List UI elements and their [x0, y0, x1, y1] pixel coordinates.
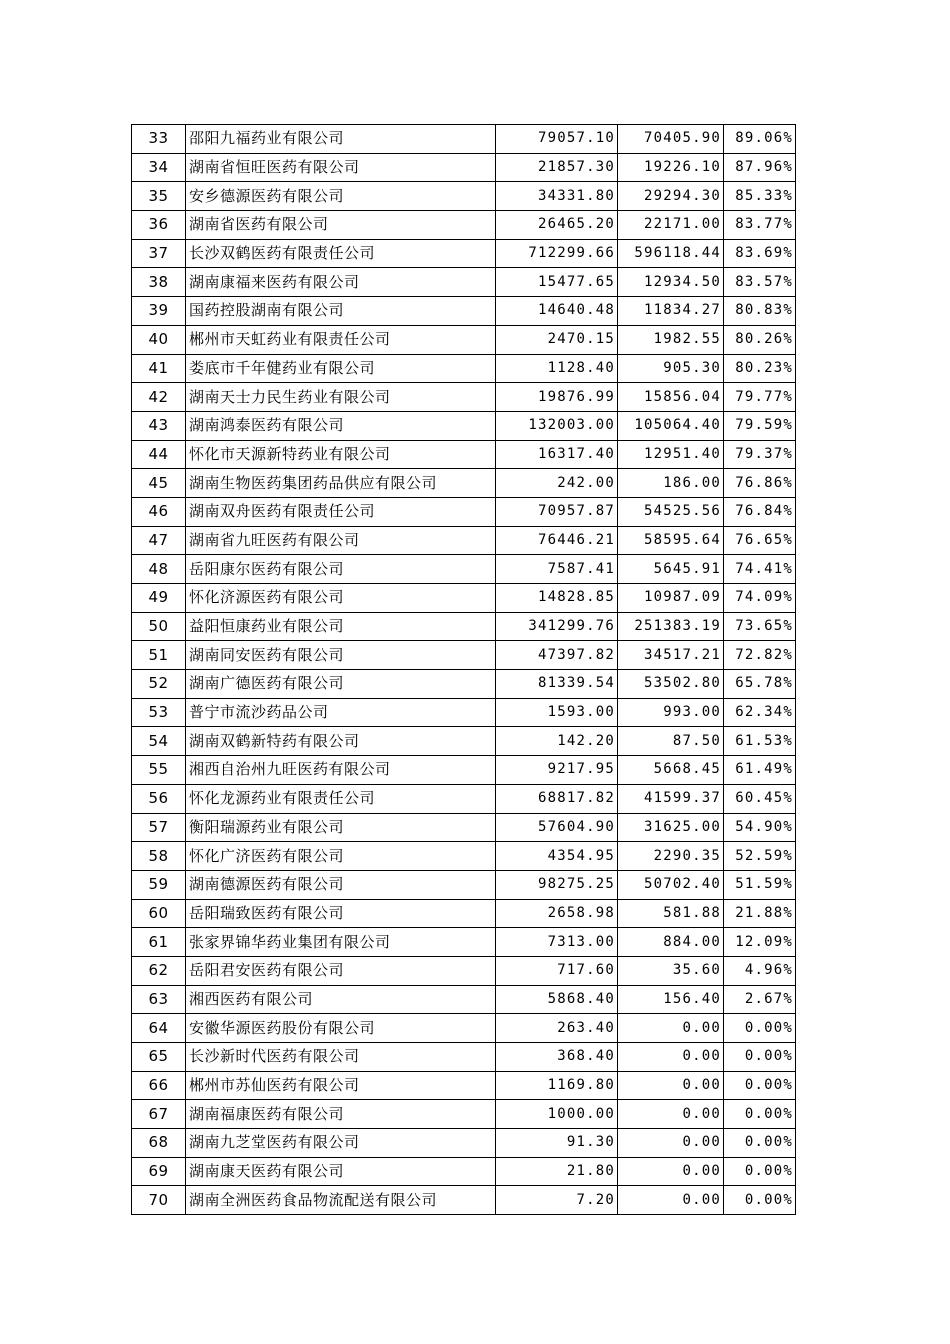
table-row — [132, 584, 796, 613]
company-name-cell: 湖南省医药有限公司 — [186, 211, 496, 240]
company-name-cell: 湖南福康医药有限公司 — [186, 1100, 496, 1129]
row-number-cell: 56 — [132, 784, 186, 813]
value-b-cell: 581.88 — [618, 899, 724, 928]
percentage-cell: 61.49% — [724, 756, 796, 785]
value-b-cell: 186.00 — [618, 469, 724, 498]
value-a-cell: 1593.00 — [496, 698, 618, 727]
value-b-cell: 41599.37 — [618, 784, 724, 813]
row-number-cell: 52 — [132, 670, 186, 699]
value-a-cell: 5868.40 — [496, 985, 618, 1014]
row-number-cell: 61 — [132, 928, 186, 957]
value-a-cell: 242.00 — [496, 469, 618, 498]
value-b-cell: 11834.27 — [618, 297, 724, 326]
company-name-cell: 湖南九芝堂医药有限公司 — [186, 1129, 496, 1158]
value-b-cell: 53502.80 — [618, 670, 724, 699]
percentage-cell: 83.77% — [724, 211, 796, 240]
row-number-cell: 44 — [132, 440, 186, 469]
company-name-cell: 怀化济源医药有限公司 — [186, 584, 496, 613]
row-number-cell: 41 — [132, 354, 186, 383]
value-a-cell: 16317.40 — [496, 440, 618, 469]
row-number-cell: 42 — [132, 383, 186, 412]
percentage-cell: 83.57% — [724, 268, 796, 297]
percentage-cell: 51.59% — [724, 870, 796, 899]
percentage-cell: 65.78% — [724, 670, 796, 699]
value-a-cell: 4354.95 — [496, 842, 618, 871]
row-number-cell: 47 — [132, 526, 186, 555]
value-b-cell: 0.00 — [618, 1100, 724, 1129]
company-name-cell: 湖南同安医药有限公司 — [186, 641, 496, 670]
value-a-cell: 91.30 — [496, 1129, 618, 1158]
value-b-cell: 22171.00 — [618, 211, 724, 240]
company-name-cell: 郴州市苏仙医药有限公司 — [186, 1071, 496, 1100]
percentage-cell: 54.90% — [724, 813, 796, 842]
table-row — [132, 1043, 796, 1072]
row-number-cell: 69 — [132, 1157, 186, 1186]
value-a-cell: 263.40 — [496, 1014, 618, 1043]
table-row — [132, 842, 796, 871]
value-b-cell: 2290.35 — [618, 842, 724, 871]
company-name-cell: 湘西医药有限公司 — [186, 985, 496, 1014]
company-name-cell: 普宁市流沙药品公司 — [186, 698, 496, 727]
table-row — [132, 727, 796, 756]
row-number-cell: 51 — [132, 641, 186, 670]
value-a-cell: 98275.25 — [496, 870, 618, 899]
table-row — [132, 1129, 796, 1158]
company-name-cell: 怀化龙源药业有限责任公司 — [186, 784, 496, 813]
row-number-cell: 40 — [132, 325, 186, 354]
row-number-cell: 34 — [132, 153, 186, 182]
row-number-cell: 66 — [132, 1071, 186, 1100]
value-a-cell: 34331.80 — [496, 182, 618, 211]
value-a-cell: 47397.82 — [496, 641, 618, 670]
table-row — [132, 469, 796, 498]
row-number-cell: 68 — [132, 1129, 186, 1158]
value-a-cell: 19876.99 — [496, 383, 618, 412]
value-b-cell: 1982.55 — [618, 325, 724, 354]
table-row — [132, 1071, 796, 1100]
company-name-cell: 湖南双鹤新特药有限公司 — [186, 727, 496, 756]
table-body — [132, 125, 796, 1215]
value-b-cell: 34517.21 — [618, 641, 724, 670]
table-row — [132, 1157, 796, 1186]
table-row — [132, 497, 796, 526]
percentage-cell: 0.00% — [724, 1129, 796, 1158]
table-row — [132, 756, 796, 785]
row-number-cell: 50 — [132, 612, 186, 641]
value-b-cell: 884.00 — [618, 928, 724, 957]
row-number-cell: 65 — [132, 1043, 186, 1072]
company-name-cell: 益阳恒康药业有限公司 — [186, 612, 496, 641]
percentage-cell: 80.26% — [724, 325, 796, 354]
company-name-cell: 衡阳瑞源药业有限公司 — [186, 813, 496, 842]
company-name-cell: 岳阳康尔医药有限公司 — [186, 555, 496, 584]
table-row — [132, 784, 796, 813]
row-number-cell: 33 — [132, 125, 186, 154]
table-row — [132, 555, 796, 584]
value-a-cell: 132003.00 — [496, 411, 618, 440]
value-b-cell: 19226.10 — [618, 153, 724, 182]
table-row — [132, 268, 796, 297]
table-row — [132, 182, 796, 211]
row-number-cell: 63 — [132, 985, 186, 1014]
percentage-cell: 4.96% — [724, 956, 796, 985]
value-a-cell: 1169.80 — [496, 1071, 618, 1100]
table-row — [132, 612, 796, 641]
value-a-cell: 68817.82 — [496, 784, 618, 813]
table-row — [132, 1100, 796, 1129]
value-b-cell: 10987.09 — [618, 584, 724, 613]
company-name-cell: 国药控股湖南有限公司 — [186, 297, 496, 326]
value-a-cell: 21857.30 — [496, 153, 618, 182]
value-b-cell: 5645.91 — [618, 555, 724, 584]
row-number-cell: 60 — [132, 899, 186, 928]
value-a-cell: 14828.85 — [496, 584, 618, 613]
table-row — [132, 354, 796, 383]
value-a-cell: 7587.41 — [496, 555, 618, 584]
value-a-cell: 717.60 — [496, 956, 618, 985]
value-b-cell: 54525.56 — [618, 497, 724, 526]
percentage-cell: 60.45% — [724, 784, 796, 813]
percentage-cell: 73.65% — [724, 612, 796, 641]
percentage-cell: 74.41% — [724, 555, 796, 584]
row-number-cell: 35 — [132, 182, 186, 211]
value-a-cell: 7313.00 — [496, 928, 618, 957]
row-number-cell: 46 — [132, 497, 186, 526]
value-b-cell: 0.00 — [618, 1186, 724, 1215]
table-row — [132, 698, 796, 727]
percentage-cell: 52.59% — [724, 842, 796, 871]
row-number-cell: 64 — [132, 1014, 186, 1043]
value-b-cell: 12934.50 — [618, 268, 724, 297]
percentage-cell: 0.00% — [724, 1014, 796, 1043]
company-name-cell: 长沙新时代医药有限公司 — [186, 1043, 496, 1072]
value-b-cell: 0.00 — [618, 1071, 724, 1100]
company-name-cell: 湖南广德医药有限公司 — [186, 670, 496, 699]
row-number-cell: 59 — [132, 870, 186, 899]
row-number-cell: 70 — [132, 1186, 186, 1215]
row-number-cell: 49 — [132, 584, 186, 613]
row-number-cell: 36 — [132, 211, 186, 240]
company-name-cell: 怀化市天源新特药业有限公司 — [186, 440, 496, 469]
percentage-cell: 0.00% — [724, 1071, 796, 1100]
value-b-cell: 15856.04 — [618, 383, 724, 412]
row-number-cell: 43 — [132, 411, 186, 440]
table-row — [132, 956, 796, 985]
value-b-cell: 596118.44 — [618, 239, 724, 268]
percentage-cell: 79.77% — [724, 383, 796, 412]
table-row — [132, 670, 796, 699]
table-row — [132, 928, 796, 957]
row-number-cell: 67 — [132, 1100, 186, 1129]
row-number-cell: 55 — [132, 756, 186, 785]
value-a-cell: 2470.15 — [496, 325, 618, 354]
value-a-cell: 1000.00 — [496, 1100, 618, 1129]
value-a-cell: 26465.20 — [496, 211, 618, 240]
percentage-cell: 80.83% — [724, 297, 796, 326]
percentage-cell: 76.84% — [724, 497, 796, 526]
percentage-cell: 0.00% — [724, 1043, 796, 1072]
data-table — [131, 124, 796, 1215]
percentage-cell: 85.33% — [724, 182, 796, 211]
company-name-cell: 长沙双鹤医药有限责任公司 — [186, 239, 496, 268]
value-a-cell: 79057.10 — [496, 125, 618, 154]
company-name-cell: 湖南德源医药有限公司 — [186, 870, 496, 899]
value-a-cell: 81339.54 — [496, 670, 618, 699]
table-row — [132, 297, 796, 326]
value-b-cell: 58595.64 — [618, 526, 724, 555]
table-row — [132, 526, 796, 555]
table-row — [132, 125, 796, 154]
company-name-cell: 湖南天士力民生药业有限公司 — [186, 383, 496, 412]
value-b-cell: 5668.45 — [618, 756, 724, 785]
percentage-cell: 74.09% — [724, 584, 796, 613]
row-number-cell: 57 — [132, 813, 186, 842]
company-name-cell: 娄底市千年健药业有限公司 — [186, 354, 496, 383]
value-a-cell: 2658.98 — [496, 899, 618, 928]
value-b-cell: 0.00 — [618, 1014, 724, 1043]
value-a-cell: 76446.21 — [496, 526, 618, 555]
company-name-cell: 湖南生物医药集团药品供应有限公司 — [186, 469, 496, 498]
percentage-cell: 83.69% — [724, 239, 796, 268]
company-name-cell: 张家界锦华药业集团有限公司 — [186, 928, 496, 957]
company-name-cell: 岳阳君安医药有限公司 — [186, 956, 496, 985]
value-a-cell: 14640.48 — [496, 297, 618, 326]
value-b-cell: 0.00 — [618, 1129, 724, 1158]
table-row — [132, 239, 796, 268]
company-name-cell: 湖南康天医药有限公司 — [186, 1157, 496, 1186]
value-b-cell: 0.00 — [618, 1157, 724, 1186]
percentage-cell: 0.00% — [724, 1186, 796, 1215]
value-a-cell: 70957.87 — [496, 497, 618, 526]
company-name-cell: 湖南鸿泰医药有限公司 — [186, 411, 496, 440]
percentage-cell: 87.96% — [724, 153, 796, 182]
value-b-cell: 29294.30 — [618, 182, 724, 211]
company-name-cell: 岳阳瑞致医药有限公司 — [186, 899, 496, 928]
company-name-cell: 湖南全洲医药食品物流配送有限公司 — [186, 1186, 496, 1215]
value-a-cell: 712299.66 — [496, 239, 618, 268]
company-name-cell: 安徽华源医药股份有限公司 — [186, 1014, 496, 1043]
row-number-cell: 58 — [132, 842, 186, 871]
value-a-cell: 341299.76 — [496, 612, 618, 641]
value-a-cell: 142.20 — [496, 727, 618, 756]
percentage-cell: 72.82% — [724, 641, 796, 670]
value-b-cell: 105064.40 — [618, 411, 724, 440]
percentage-cell: 2.67% — [724, 985, 796, 1014]
company-name-cell: 邵阳九福药业有限公司 — [186, 125, 496, 154]
table-row — [132, 899, 796, 928]
table-row — [132, 153, 796, 182]
percentage-cell: 61.53% — [724, 727, 796, 756]
percentage-cell: 62.34% — [724, 698, 796, 727]
company-name-cell: 湖南双舟医药有限责任公司 — [186, 497, 496, 526]
value-b-cell: 156.40 — [618, 985, 724, 1014]
percentage-cell: 0.00% — [724, 1157, 796, 1186]
table-row — [132, 383, 796, 412]
value-b-cell: 993.00 — [618, 698, 724, 727]
value-b-cell: 87.50 — [618, 727, 724, 756]
company-name-cell: 湖南康福来医药有限公司 — [186, 268, 496, 297]
table-row — [132, 211, 796, 240]
percentage-cell: 79.59% — [724, 411, 796, 440]
value-b-cell: 50702.40 — [618, 870, 724, 899]
value-a-cell: 368.40 — [496, 1043, 618, 1072]
value-b-cell: 905.30 — [618, 354, 724, 383]
table-row — [132, 411, 796, 440]
percentage-cell: 79.37% — [724, 440, 796, 469]
row-number-cell: 45 — [132, 469, 186, 498]
percentage-cell: 0.00% — [724, 1100, 796, 1129]
table-row — [132, 325, 796, 354]
table-row — [132, 641, 796, 670]
value-a-cell: 21.80 — [496, 1157, 618, 1186]
table-row — [132, 1186, 796, 1215]
table-row — [132, 440, 796, 469]
company-name-cell: 怀化广济医药有限公司 — [186, 842, 496, 871]
row-number-cell: 39 — [132, 297, 186, 326]
percentage-cell: 80.23% — [724, 354, 796, 383]
percentage-cell: 76.86% — [724, 469, 796, 498]
table-row — [132, 1014, 796, 1043]
company-name-cell: 湘西自治州九旺医药有限公司 — [186, 756, 496, 785]
table-row — [132, 870, 796, 899]
row-number-cell: 62 — [132, 956, 186, 985]
value-b-cell: 0.00 — [618, 1043, 724, 1072]
value-b-cell: 70405.90 — [618, 125, 724, 154]
value-a-cell: 1128.40 — [496, 354, 618, 383]
percentage-cell: 12.09% — [724, 928, 796, 957]
company-name-cell: 郴州市天虹药业有限责任公司 — [186, 325, 496, 354]
company-name-cell: 安乡德源医药有限公司 — [186, 182, 496, 211]
row-number-cell: 54 — [132, 727, 186, 756]
percentage-cell: 21.88% — [724, 899, 796, 928]
value-b-cell: 251383.19 — [618, 612, 724, 641]
company-name-cell: 湖南省九旺医药有限公司 — [186, 526, 496, 555]
value-b-cell: 31625.00 — [618, 813, 724, 842]
table-row — [132, 985, 796, 1014]
row-number-cell: 38 — [132, 268, 186, 297]
row-number-cell: 37 — [132, 239, 186, 268]
percentage-cell: 89.06% — [724, 125, 796, 154]
row-number-cell: 53 — [132, 698, 186, 727]
value-a-cell: 9217.95 — [496, 756, 618, 785]
value-b-cell: 12951.40 — [618, 440, 724, 469]
company-name-cell: 湖南省恒旺医药有限公司 — [186, 153, 496, 182]
value-a-cell: 57604.90 — [496, 813, 618, 842]
value-b-cell: 35.60 — [618, 956, 724, 985]
value-a-cell: 7.20 — [496, 1186, 618, 1215]
percentage-cell: 76.65% — [724, 526, 796, 555]
row-number-cell: 48 — [132, 555, 186, 584]
table-row — [132, 813, 796, 842]
value-a-cell: 15477.65 — [496, 268, 618, 297]
